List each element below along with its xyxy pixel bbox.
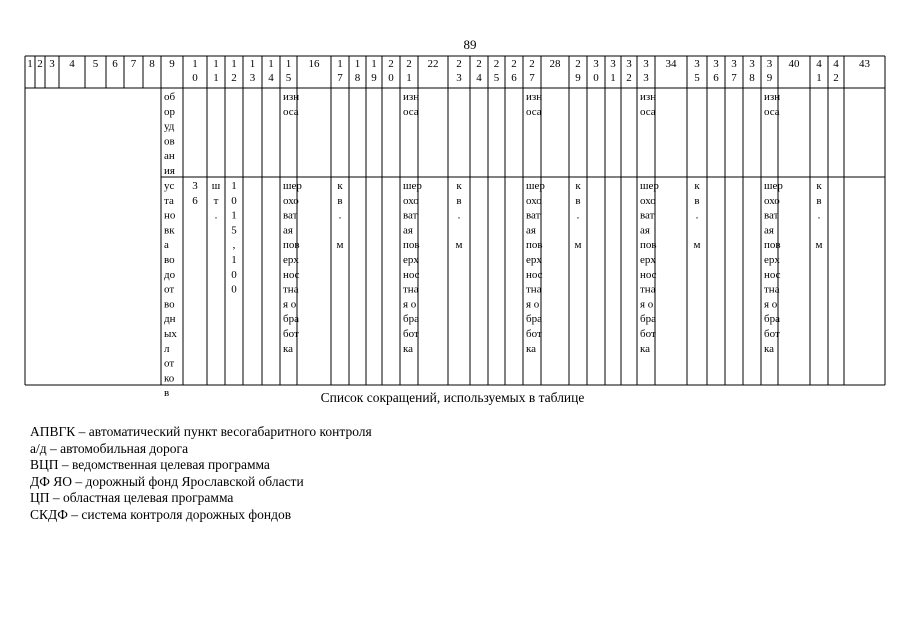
abbreviation-item: ВЦП – ведомственная целевая программа <box>30 457 270 472</box>
cell-wear: изн <box>640 91 657 103</box>
cell-surface-treatment: охо <box>403 194 419 207</box>
column-number: 2 <box>493 58 500 70</box>
cell-surface-treatment: ват <box>403 209 418 222</box>
cell-equipment: уд <box>164 120 175 133</box>
abbreviation-list-title: Список сокращений, используемых в таблице <box>320 390 585 405</box>
cell-unit-sqm: м <box>815 239 823 252</box>
cell-work-name: л <box>164 342 170 355</box>
column-number: 1 <box>816 72 822 84</box>
column-number: 5 <box>285 72 292 84</box>
cell-surface-treatment: шер <box>764 180 783 192</box>
cell-unit-sqm: в <box>337 194 343 207</box>
cell-unit-sqm: м <box>455 239 463 252</box>
cell-unit-sqm: к <box>694 180 700 192</box>
column-number: 4 <box>69 58 75 70</box>
cell-surface-treatment: бра <box>640 313 656 326</box>
column-number: 3 <box>456 72 462 84</box>
cell-unit-sqm: в <box>456 194 462 207</box>
column-number: 7 <box>529 72 535 84</box>
cell-surface-treatment: пов <box>526 239 543 252</box>
cell-unit-sqm: м <box>574 239 582 252</box>
column-number: 3 <box>643 72 649 84</box>
column-number: 1 <box>268 58 274 70</box>
cell-unit-sqm: в <box>575 194 581 207</box>
column-number: 22 <box>427 58 439 70</box>
column-number: 4 <box>816 58 822 70</box>
cell-unit-sqm: в <box>816 194 822 207</box>
cell-surface-treatment: шер <box>640 180 659 192</box>
cell-surface-treatment: нос <box>283 268 300 281</box>
cell-equipment: ов <box>164 135 175 148</box>
cell-wear: изн <box>764 91 781 103</box>
cell-surface-treatment: бот <box>640 328 656 340</box>
page-number: 89 <box>463 37 477 52</box>
cell-surface-treatment: охо <box>526 194 542 207</box>
cell-unit-pcs: . <box>214 209 218 222</box>
cell-unit-sqm: м <box>336 239 344 252</box>
cell-work-name: в <box>164 387 170 400</box>
cell-quantity: 3 <box>192 180 198 192</box>
cell-surface-treatment: я о <box>283 298 297 311</box>
column-number: 1 <box>213 58 219 70</box>
cell-work-name: до <box>164 268 176 281</box>
cell-amount: 0 <box>231 268 237 281</box>
cell-surface-treatment: ват <box>283 209 298 222</box>
cell-surface-treatment: ерх <box>764 254 780 266</box>
column-number: 2 <box>231 72 237 84</box>
cell-surface-treatment: нос <box>403 268 420 281</box>
cell-surface-treatment: ерх <box>403 254 419 266</box>
cell-wear: оса <box>283 105 299 118</box>
cell-surface-treatment: ерх <box>283 254 299 266</box>
cell-wear: изн <box>283 91 300 103</box>
column-number: 1 <box>610 72 616 84</box>
cell-surface-treatment: бот <box>764 328 780 340</box>
column-number: 28 <box>549 58 561 70</box>
column-number: 2 <box>575 58 581 70</box>
cell-equipment: ор <box>164 105 175 118</box>
column-number: 7 <box>130 58 137 70</box>
cell-amount: 5 <box>231 224 237 237</box>
column-number: 2 <box>626 72 632 84</box>
cell-surface-treatment: я о <box>526 298 540 311</box>
cell-wear: оса <box>403 105 419 118</box>
cell-surface-treatment: ая <box>283 224 293 237</box>
column-number: 8 <box>149 58 155 70</box>
cell-surface-treatment: ерх <box>526 254 542 266</box>
column-number: 6 <box>511 72 517 84</box>
cell-surface-treatment: охо <box>640 194 656 207</box>
cell-work-name: но <box>164 209 176 222</box>
column-number: 3 <box>766 58 773 70</box>
cell-work-name: ус <box>164 180 175 192</box>
column-number: 5 <box>694 72 700 84</box>
cell-surface-treatment: ая <box>640 224 650 237</box>
cell-surface-treatment: нос <box>640 268 657 281</box>
cell-surface-treatment: тна <box>764 283 780 296</box>
cell-wear: оса <box>640 105 656 118</box>
column-number: 1 <box>337 58 343 70</box>
cell-surface-treatment: тна <box>403 283 419 296</box>
column-number: 3 <box>713 58 719 70</box>
cell-work-name: во <box>164 254 175 266</box>
column-number: 4 <box>833 58 839 70</box>
abbreviation-item: ДФ ЯО – дорожный фонд Ярославской области <box>30 473 304 489</box>
cell-unit-sqm: к <box>816 180 822 192</box>
cell-surface-treatment: ка <box>283 342 294 355</box>
column-number: 0 <box>192 72 198 84</box>
column-number: 1 <box>354 58 361 70</box>
cell-surface-treatment: нос <box>764 268 781 281</box>
column-number: 0 <box>593 72 599 84</box>
cell-unit-sqm: в <box>694 194 700 207</box>
cell-surface-treatment: ка <box>526 342 537 355</box>
column-number: 4 <box>268 72 274 84</box>
abbreviation-item: АПВГК – автоматический пункт весогабаритного контроля <box>30 424 372 439</box>
cell-surface-treatment: бот <box>283 328 299 340</box>
column-number: 1 <box>285 58 292 70</box>
column-number: 2 <box>511 58 517 70</box>
column-number: 8 <box>749 72 755 84</box>
cell-surface-treatment: ка <box>764 342 775 355</box>
abbreviation-item: СКДФ – система контроля дорожных фондов <box>30 506 292 522</box>
cell-surface-treatment: пов <box>403 239 420 252</box>
cell-surface-treatment: ка <box>403 342 414 355</box>
cell-surface-treatment: ват <box>640 209 655 222</box>
cell-surface-treatment: я о <box>640 298 654 311</box>
cell-surface-treatment: охо <box>283 194 299 207</box>
cell-surface-treatment: тна <box>640 283 656 296</box>
column-number: 3 <box>749 58 755 70</box>
cell-surface-treatment: пов <box>640 239 657 252</box>
cell-surface-treatment: ая <box>403 224 413 237</box>
cell-surface-treatment: ка <box>640 342 651 355</box>
column-number: 6 <box>112 58 118 70</box>
column-number: 2 <box>388 58 394 70</box>
cell-surface-treatment: тна <box>283 283 299 296</box>
cell-surface-treatment: ерх <box>640 254 656 266</box>
column-number: 3 <box>249 72 256 84</box>
column-number: 3 <box>593 58 599 70</box>
column-number: 1 <box>406 72 412 84</box>
cell-surface-treatment: бра <box>283 313 299 326</box>
column-number: 2 <box>833 72 839 84</box>
cell-work-name: та <box>164 194 174 207</box>
cell-work-name: ых <box>164 328 177 340</box>
column-number: 3 <box>694 58 700 70</box>
column-number: 40 <box>788 58 800 70</box>
cell-work-name: ко <box>164 372 175 385</box>
column-number: 0 <box>388 72 394 84</box>
cell-unit-sqm: к <box>575 180 581 192</box>
cell-unit-sqm: . <box>457 209 461 222</box>
column-number: 3 <box>610 58 616 70</box>
column-number: 16 <box>308 58 320 70</box>
cell-unit-sqm: к <box>337 180 343 192</box>
cell-amount: 0 <box>231 194 237 207</box>
cell-wear: изн <box>526 91 543 103</box>
column-number: 9 <box>169 58 175 70</box>
column-number: 1 <box>213 72 219 84</box>
cell-amount: 0 <box>231 283 237 296</box>
cell-surface-treatment: пов <box>283 239 300 252</box>
column-number: 9 <box>766 72 773 84</box>
abbreviation-item: ЦП – областная целевая программа <box>30 490 234 505</box>
column-number: 3 <box>49 58 55 70</box>
column-number: 5 <box>493 72 500 84</box>
abbreviation-list <box>30 424 550 523</box>
cell-work-name: от <box>164 283 175 296</box>
column-number: 3 <box>643 58 649 70</box>
cell-surface-treatment: бра <box>526 313 542 326</box>
abbreviation-item: а/д – автомобильная дорога <box>30 440 189 456</box>
column-number: 5 <box>92 58 99 70</box>
column-number: 9 <box>575 72 581 84</box>
column-number: 9 <box>371 72 377 84</box>
cell-surface-treatment: я о <box>764 298 778 311</box>
cell-surface-treatment: охо <box>764 194 780 207</box>
cell-surface-treatment: бра <box>403 313 419 326</box>
cell-wear: оса <box>526 105 542 118</box>
cell-surface-treatment: тна <box>526 283 542 296</box>
column-number: 1 <box>249 58 256 70</box>
cell-surface-treatment: пов <box>764 239 781 252</box>
cell-wear: оса <box>764 105 780 118</box>
column-number: 1 <box>192 58 198 70</box>
cell-surface-treatment: ая <box>764 224 774 237</box>
cell-amount: 1 <box>231 254 237 266</box>
cell-unit-sqm: . <box>817 209 821 222</box>
cell-equipment: об <box>164 91 176 103</box>
cell-surface-treatment: я о <box>403 298 417 311</box>
cell-surface-treatment: бот <box>403 328 419 340</box>
cell-surface-treatment: ват <box>526 209 541 222</box>
cell-surface-treatment: шер <box>403 180 422 192</box>
column-number: 2 <box>37 58 43 70</box>
column-number: 2 <box>529 58 535 70</box>
column-number: 1 <box>27 58 33 70</box>
column-number: 2 <box>476 58 482 70</box>
cell-surface-treatment: ват <box>764 209 779 222</box>
cell-unit-sqm: м <box>693 239 701 252</box>
cell-amount: 1 <box>231 180 237 192</box>
cell-surface-treatment: шер <box>283 180 302 192</box>
cell-surface-treatment: нос <box>526 268 543 281</box>
cell-work-name: вк <box>164 224 175 237</box>
cell-unit-sqm: . <box>576 209 580 222</box>
cell-surface-treatment: шер <box>526 180 545 192</box>
column-number: 1 <box>371 58 377 70</box>
cell-surface-treatment: ая <box>526 224 536 237</box>
cell-amount: , <box>232 239 236 252</box>
cell-wear: изн <box>403 91 420 103</box>
cell-unit-pcs: т <box>213 194 219 207</box>
cell-surface-treatment: бра <box>764 313 780 326</box>
column-number: 2 <box>456 58 462 70</box>
column-number: 8 <box>354 72 361 84</box>
column-number: 2 <box>406 58 412 70</box>
cell-equipment: ия <box>164 165 175 177</box>
cell-unit-sqm: . <box>695 209 699 222</box>
cell-work-name: дн <box>164 313 176 326</box>
column-number: 34 <box>665 58 677 70</box>
column-number: 7 <box>337 72 343 84</box>
cell-surface-treatment: бот <box>526 328 542 340</box>
cell-unit-sqm: . <box>338 209 342 222</box>
column-number: 4 <box>476 72 482 84</box>
cell-unit-pcs: ш <box>211 180 221 192</box>
cell-equipment: ан <box>164 150 175 163</box>
column-number: 3 <box>626 58 632 70</box>
column-number: 43 <box>859 58 870 70</box>
cell-quantity: 6 <box>192 194 198 207</box>
column-number: 6 <box>713 72 719 84</box>
cell-work-name: во <box>164 298 175 311</box>
cell-work-name: от <box>164 357 175 370</box>
cell-unit-sqm: к <box>456 180 462 192</box>
column-number: 1 <box>231 58 237 70</box>
cell-work-name: а <box>164 239 169 252</box>
column-number: 3 <box>731 58 737 70</box>
column-number: 7 <box>731 72 737 84</box>
cell-amount: 1 <box>231 209 237 222</box>
